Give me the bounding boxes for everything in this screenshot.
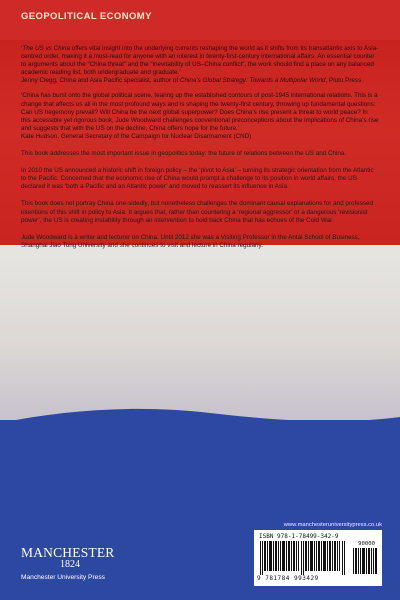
barcode-number: 9 781784 993429 — [257, 575, 319, 582]
endorsement-2 — [21, 92, 379, 141]
barcode-addon-number: 90000 — [358, 541, 375, 547]
grey-background — [0, 245, 400, 420]
isbn-text: ISBN 978-1-78499-342-9 — [259, 533, 339, 540]
attribution-1-name: Jenny Clegg, China and Asia Pacific specialist, author of — [21, 77, 180, 85]
addon-barcode-icon — [353, 548, 377, 574]
publisher-logo-year: 1824 — [60, 559, 80, 570]
blue-wave-shape — [0, 395, 400, 445]
barcode-icon — [260, 541, 346, 575]
publisher-name: Manchester University Press — [21, 574, 105, 581]
text-content — [21, 45, 379, 259]
blurb-paragraph-3: This book does not portray China one-sidedly, but nonetheless challenges the dominant causal explanations for and professed intentions of this shift in policy to Asia. It argues that, rather than countering a ‘regional aggressor’ or a dangerous ‘revisionist power’, the US is creating instability through an intervention to hold back China that has echoes of the Cold War. — [21, 200, 374, 224]
publisher-url[interactable]: www.manchesteruniversitypress.co.uk — [283, 522, 382, 528]
attribution-1-book: China’s Global Strategy: Towards a Multipolar World — [179, 77, 326, 85]
endorsement-1-text — [21, 45, 379, 77]
open-quote-mark: ‘ — [21, 45, 23, 52]
attribution-1-publisher: , Pluto Press — [325, 77, 362, 85]
endorsement-2-attribution: Kate Hudson, General Secretary of the Campaign for Nuclear Disarmament (CND) — [21, 132, 252, 140]
author-bio: Jude Woodward is a writer and lecturer on China. Until 2012 she was a Visiting Professor in the Antai School of Business, Shanghai Jiao Tong University and she continues to visit and lecture in China regularly. — [21, 233, 360, 249]
endorsement-2-text: ‘China has burst onto the global political scene, tearing up the established contours of post-1945 international relations. This is a change that affects us all in the most profound ways and is shaping the twenty-first century, throwing up fundamental questions: Can US hegemony prevail? Will China be the next global superpower? Does China’s rise present a threat to world peace? In this accessible yet rigorous book, Jude Woodward challenges conventional preconceptions about the implications of China’s rise and suggests that with the US on the decline, China offers hope for the future.’ — [21, 92, 379, 132]
blurb — [21, 150, 379, 225]
endorsement-1-body: offers vital insight into the underlying currents reshaping the world as it shifts from its transatlantic axis to Asia-centred order, making it a must-read for anyone with an interest in twenty-first-century international affairs. An essential counter to arguments about the “China threat” and the “inevitability of US–China conflict”, the work should find a place on any balanced academic reading list, both undergraduate and graduate.’ — [21, 45, 379, 77]
endorsement-1 — [21, 45, 379, 85]
blurb-paragraph-2: In 2010 the US announced a historic shift in foreign policy – the ‘pivot to Asia’ – turning its strategic orientation from the Atlantic to the Pacific. Concerned that the economic rise of China would prompt a challenge to its position in world affairs, the US declared it was ‘both a Pacific and an Atlantic power’ and moved to reassert its influence in Asia. — [21, 167, 374, 191]
series-title: GEOPOLITICAL ECONOMY — [21, 11, 152, 22]
book-title-italic: The US vs China — [22, 45, 71, 52]
publisher-logo-name: MANCHESTER — [21, 545, 115, 560]
endorsement-1-attribution — [21, 77, 379, 85]
blurb-paragraph-1: This book addresses the most important issue in geopolitics today: the future of relations between the US and China. — [21, 150, 347, 158]
isbn-barcode — [254, 530, 382, 586]
publisher-logo — [21, 546, 115, 581]
